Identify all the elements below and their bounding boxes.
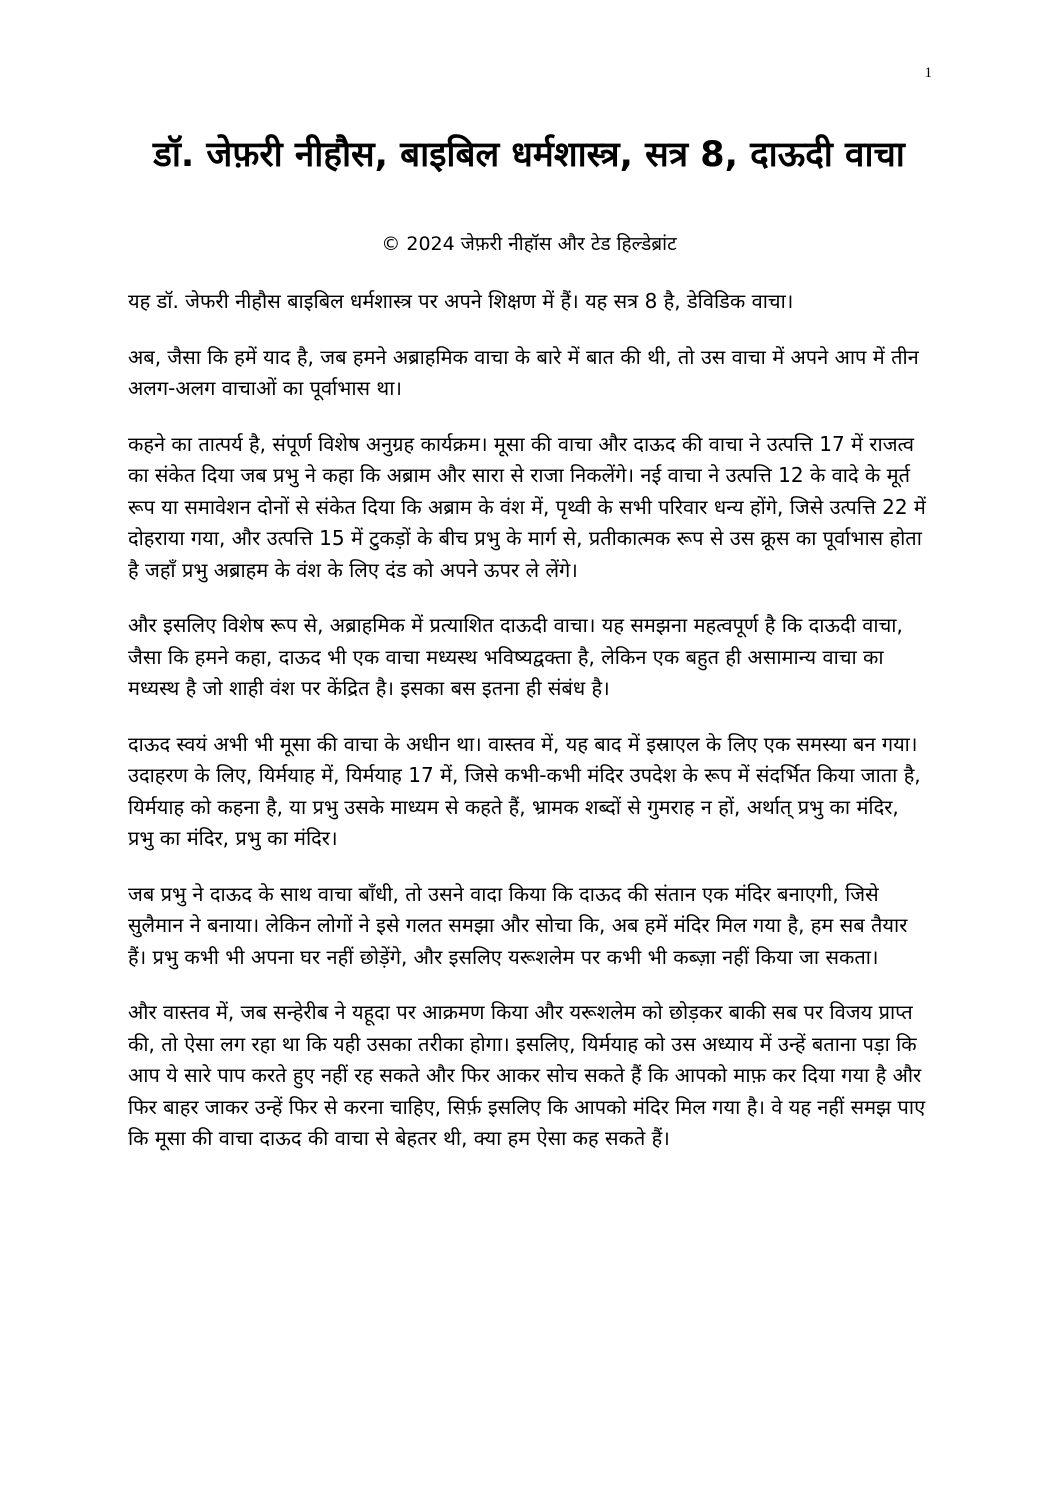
- paragraph: और वास्तव में, जब सन्हेरीब ने यहूदा पर आक्रमण किया और यरूशलेम को छोड़कर बाकी सब पर विजय प्राप्त की, तो ऐसा लग रहा था कि यही उसका तरीका होगा। इसलिए, यिर्मयाह को उस अध्याय में उन्हें बताना पड़ा कि आप ये सारे पाप करते हुए नहीं रह सकते और फिर आकर सोच सकते हैं कि आपको माफ़ कर दिया गया है और फिर बाहर जाकर उन्हें फिर से करना चाहिए, सिर्फ़ इसलिए कि आपको मंदिर मिल गया है। वे यह नहीं समझ पाए कि मूसा की वाचा दाऊद की वाचा से बेहतर थी, क्या हम ऐसा कह सकते हैं।: [128, 1000, 926, 1150]
- paragraph: दाऊद स्वयं अभी भी मूसा की वाचा के अधीन था। वास्तव में, यह बाद में इस्राएल के लिए एक समस्या बन गया। उदाहरण के लिए, यिर्मयाह में, यिर्मयाह 17 में, जिसे कभी-कभी मंदिर उपदेश के रूप में संदर्भित किया जाता है, यिर्मयाह को कहना है, या प्रभु उसके माध्यम से कहते हैं, भ्रामक शब्दों से गुमराह न हों, अर्थात् प्रभु का मंदिर, प्रभु का मंदिर, प्रभु का मंदिर।: [128, 731, 921, 850]
- copyright-line: © 2024 जेफ़री नीहॉस और टेड हिल्डेब्रांट: [381, 233, 677, 255]
- document-title: डॉ. जेफ़री नीहौस, बाइबिल धर्मशास्त्र, सत्र 8, दाऊदी वाचा: [153, 135, 905, 175]
- paragraph: कहने का तात्पर्य है, संपूर्ण विशेष अनुग्रह कार्यक्रम। मूसा की वाचा और दाऊद की वाचा ने उत्पत्ति 17 में राजत्व का संकेत दिया जब प्रभु ने कहा कि अब्राम और सारा से राजा निकलेंगे। नई वाचा ने उत्पत्ति 12 के वादे के मूर्त रूप या समावेशन दोनों से संकेत दिया कि अब्राम के वंश में, पृथ्वी के सभी परिवार धन्य होंगे, जिसे उत्पत्ति 22 में दोहराया गया, और उत्पत्ति 15 में टुकड़ों के बीच प्रभु के मार्ग से, प्रतीकात्मक रूप से उस क्रूस का पूर्वाभास होता है जहाँ प्रभु अब्राहम के वंश के लिए दंड को अपने ऊपर ले लेंगे।: [128, 431, 926, 582]
- page-number: 1: [924, 65, 932, 81]
- paragraph: जब प्रभु ने दाऊद के साथ वाचा बाँधी, तो उसने वादा किया कि दाऊद की संतान एक मंदिर बनाएगी, जिसे सुलैमान ने बनाया। लेकिन लोगों ने इसे गलत समझा और सोचा कि, अब हमें मंदिर मिल गया है, हम सब तैयार हैं। प्रभु कभी भी अपना घर नहीं छोड़ेंगे, और इसलिए यरूशलेम पर कभी भी कब्ज़ा नहीं किया जा सकता।: [128, 881, 908, 969]
- paragraph: और इसलिए विशेष रूप से, अब्राहमिक में प्रत्याशित दाऊदी वाचा। यह समझना महत्वपूर्ण है कि दाऊदी वाचा, जैसा कि हमने कहा, दाऊद भी एक वाचा मध्यस्थ भविष्यद्वक्ता है, लेकिन एक बहुत ही असामान्य वाचा का मध्यस्थ है जो शाही वंश पर केंद्रित है। इसका बस इतना ही संबंध है।: [128, 613, 903, 700]
- document-body: [128, 286, 930, 1179]
- paragraph: अब, जैसा कि हमें याद है, जब हमने अब्राहमिक वाचा के बारे में बात की थी, तो उस वाचा में अपने आप में तीन अलग-अलग वाचाओं का पूर्वाभास था।: [128, 344, 919, 400]
- paragraph: यह डॉ. जेफरी नीहौस बाइबिल धर्मशास्त्र पर अपने शिक्षण में हैं। यह सत्र 8 है, डेविडिक वाचा।: [128, 289, 794, 313]
